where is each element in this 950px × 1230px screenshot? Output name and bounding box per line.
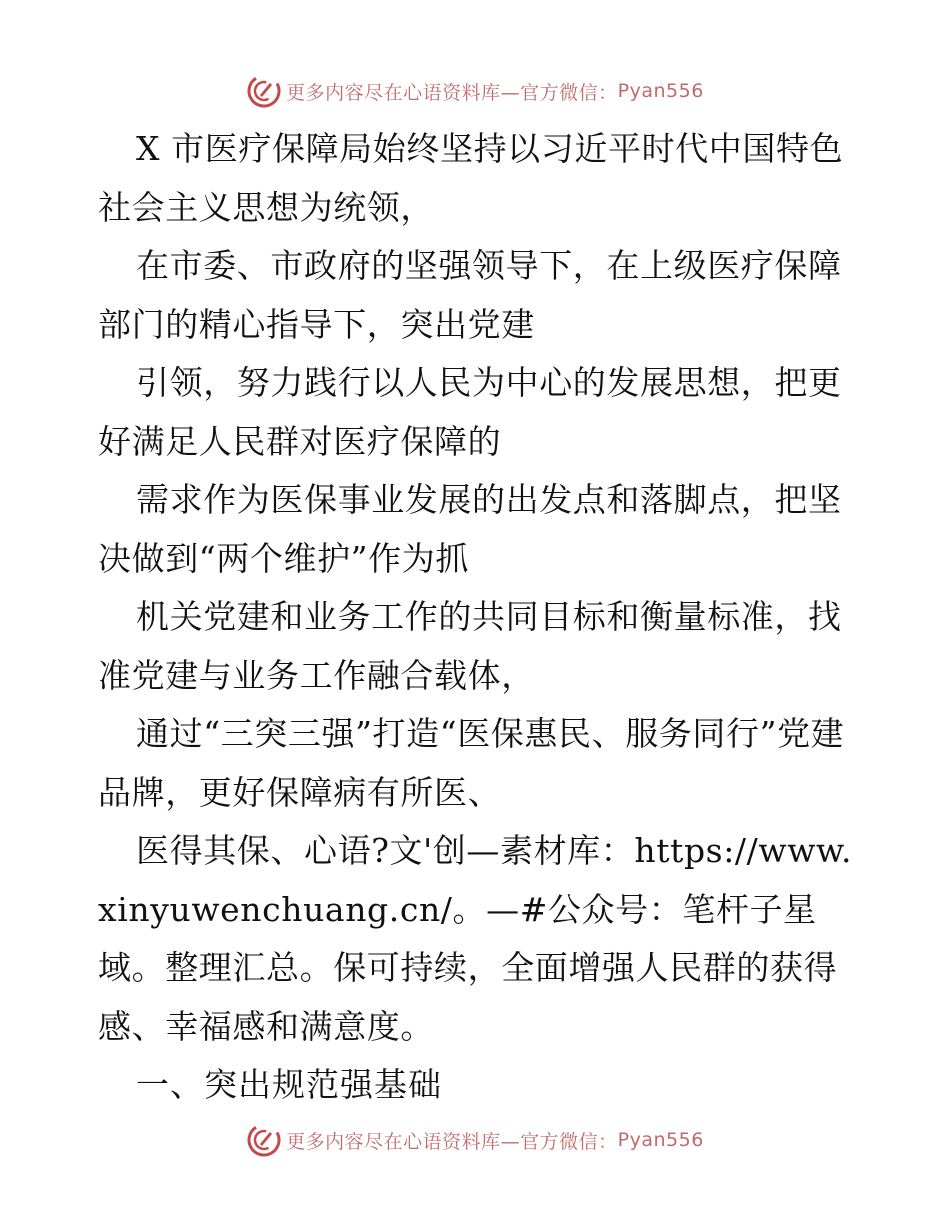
header-banner-id: Pyan556 (617, 80, 704, 102)
header-watermark-banner (0, 71, 950, 111)
section-heading: 一、突出规范强基础 (136, 1065, 442, 1104)
footer-banner-id: Pyan556 (617, 1129, 704, 1151)
paragraph-6: 通过“三突三强”打造“医保惠民、服务同行”党建品牌，更好保障病有所医、 (98, 714, 845, 812)
document-body (98, 120, 858, 1115)
paragraph-4: 需求作为医保事业发展的出发点和落脚点，把坚决做到“两个维护”作为抓 (98, 480, 842, 578)
footer-watermark-banner (0, 1120, 950, 1160)
paragraph-7: 医得其保、心语?文'创—素材库：https://www.xinyuwenchuang.cn/。—#公众号：笔杆子星域。整理汇总。保可持续，全面增强人民群的获得感、幸福感和满意度。 (98, 831, 853, 1046)
header-banner-text: 更多内容尽在心语资料库—官方微信： (286, 81, 618, 104)
paragraph-1: X 市医疗保障局始终坚持以习近平时代中国特色社会主义思想为统领， (98, 129, 844, 227)
footer-banner-text: 更多内容尽在心语资料库—官方微信： (286, 1130, 618, 1153)
red-swirl-logo-icon (246, 73, 282, 109)
red-swirl-logo-icon (246, 1122, 282, 1158)
paragraph-2: 在市委、市政府的坚强领导下，在上级医疗保障部门的精心指导下，突出党建 (98, 246, 842, 344)
paragraph-5: 机关党建和业务工作的共同目标和衡量标准，找准党建与业务工作融合载体， (98, 597, 842, 695)
paragraph-3: 引领，努力践行以人民为中心的发展思想，把更好满足人民群对医疗保障的 (98, 363, 842, 461)
